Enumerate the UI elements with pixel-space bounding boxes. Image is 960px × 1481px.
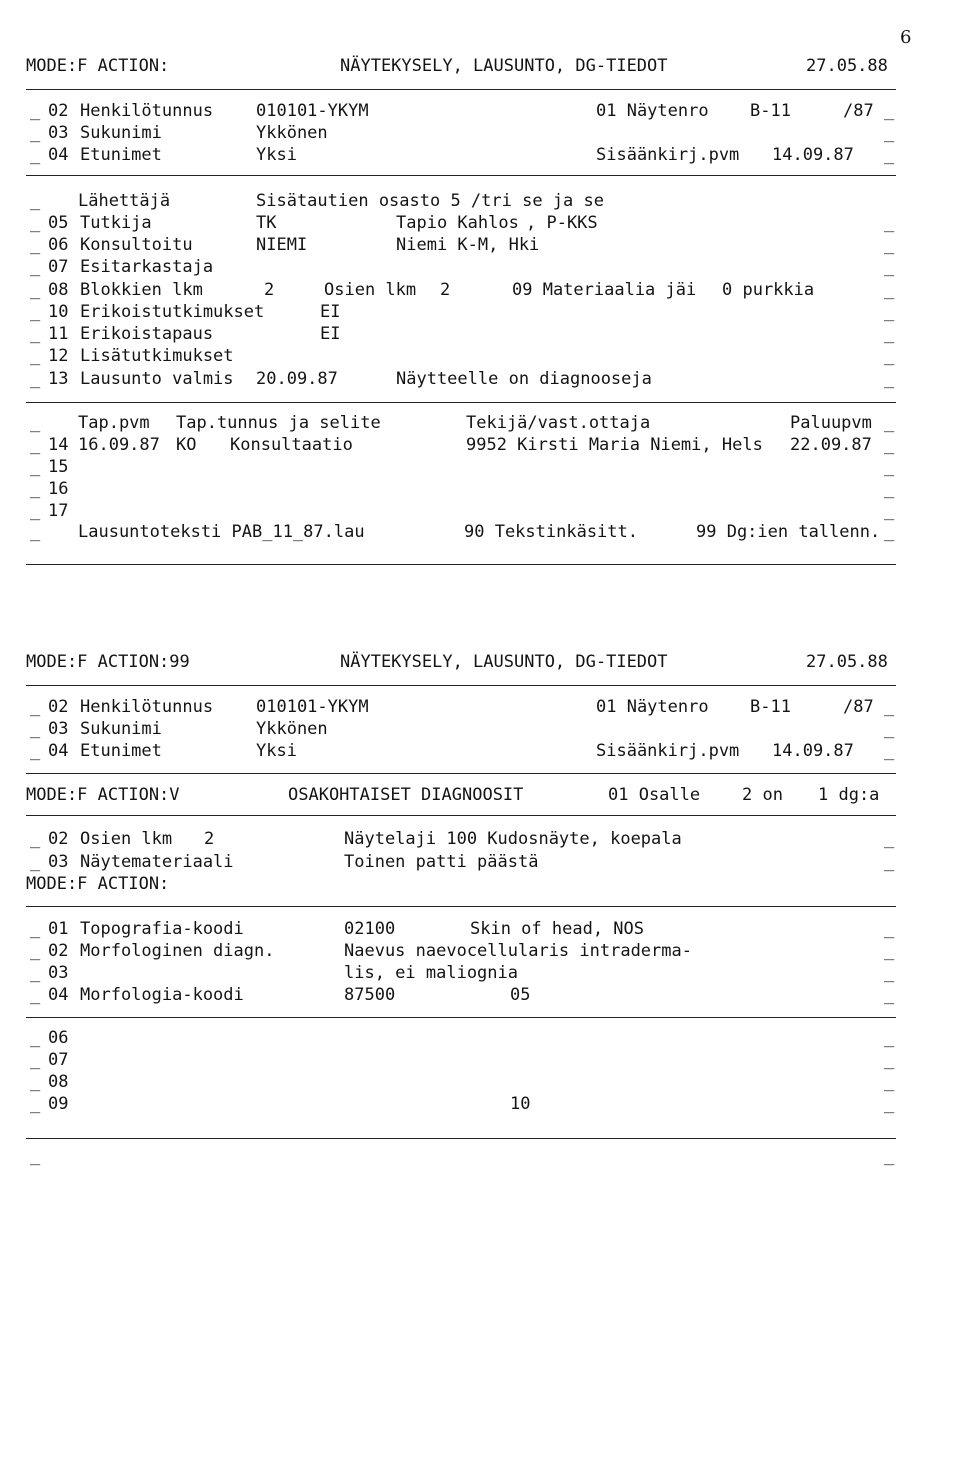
- sample-number-label: 01 Näytenro: [596, 697, 709, 717]
- morphological-diagnosis-field[interactable]: Naevus naevocellularis intraderma-: [344, 941, 692, 961]
- field-marker: _: [30, 413, 41, 433]
- diagnosis-divider: [26, 1017, 896, 1018]
- sample-material-label: Näytemateriaali: [80, 852, 234, 872]
- field-marker: _: [30, 941, 41, 961]
- first-names-field[interactable]: Yksi: [256, 741, 297, 761]
- field-marker: _: [30, 919, 41, 939]
- statement-text-file[interactable]: Lausuntoteksti PAB_11_87.lau: [78, 522, 365, 542]
- researcher-label: Tutkija: [80, 213, 152, 233]
- field-marker: _: [30, 213, 41, 233]
- sample-type-field[interactable]: Näytelaji 100 Kudosnäyte, koepala: [344, 829, 682, 849]
- field-marker: _: [884, 1028, 895, 1048]
- field-marker: _: [30, 963, 41, 983]
- field-marker: _: [884, 435, 895, 455]
- part-divider: [26, 906, 896, 907]
- field-marker: _: [30, 1146, 41, 1166]
- morphology-code-field[interactable]: 87500: [344, 985, 396, 1005]
- field-marker: _: [884, 123, 895, 143]
- field-marker: _: [30, 280, 41, 300]
- field-marker: _: [884, 1146, 895, 1166]
- morphological-diagnosis-label: Morfologinen diagn.: [80, 941, 275, 961]
- field-marker: _: [884, 963, 895, 983]
- field-10-value[interactable]: 10: [510, 1094, 531, 1114]
- sender-field[interactable]: Sisätautien osasto 5 /tri se ja se: [256, 191, 604, 211]
- field-marker: _: [884, 741, 895, 761]
- material-left-label: 09 Materiaalia jäi: [512, 280, 697, 300]
- morphological-diagnosis-continuation[interactable]: lis, ei maliognia: [344, 963, 518, 983]
- parts-count-field[interactable]: 2: [204, 829, 215, 849]
- sample-material-field[interactable]: Toinen patti päästä: [344, 852, 539, 872]
- material-left-field[interactable]: 0 purkkia: [722, 280, 815, 300]
- diagnosis-count: 1 dg:a: [818, 785, 880, 805]
- field-marker: _: [884, 719, 895, 739]
- sub-screen-title: OSAKOHTAISET DIAGNOOSIT: [288, 785, 524, 805]
- field-marker: _: [30, 191, 41, 211]
- col-header-code: Tap.tunnus ja selite: [176, 413, 381, 433]
- morphology-code-label: Morfologia-koodi: [80, 985, 244, 1005]
- field-marker: _: [30, 435, 41, 455]
- field-marker: _: [30, 501, 41, 521]
- field-marker: _: [884, 829, 895, 849]
- field-number: 10: [48, 302, 69, 322]
- field-marker: _: [884, 257, 895, 277]
- topography-code-field[interactable]: 02100: [344, 919, 396, 939]
- inner-mode-action-label[interactable]: MODE:F ACTION:: [26, 874, 170, 894]
- field-marker: _: [884, 280, 895, 300]
- field-marker: _: [884, 697, 895, 717]
- field-number: 16: [48, 479, 69, 499]
- col-header-return: Paluupvm: [790, 413, 872, 433]
- consulted-code-field[interactable]: NIEMI: [256, 235, 308, 255]
- field-marker: _: [884, 457, 895, 477]
- field-marker: _: [30, 697, 41, 717]
- field-marker: _: [884, 413, 895, 433]
- field-marker: _: [884, 145, 895, 165]
- ssn-field[interactable]: 010101-YKYM: [256, 697, 369, 717]
- surname-field[interactable]: Ykkönen: [256, 719, 328, 739]
- part-count: 2 on: [742, 785, 783, 805]
- mode-action-label[interactable]: MODE:F ACTION:: [26, 56, 170, 76]
- patient-divider: [26, 773, 896, 774]
- field-marker: _: [30, 257, 41, 277]
- field-marker: _: [30, 1094, 41, 1114]
- field-marker: _: [884, 369, 895, 389]
- field-number: 04: [48, 741, 69, 761]
- field-marker: _: [30, 829, 41, 849]
- field-marker: _: [30, 479, 41, 499]
- surname-label: Sukunimi: [80, 123, 162, 143]
- pre-examiner-label: Esitarkastaja: [80, 257, 214, 277]
- field-number: 04: [48, 985, 69, 1005]
- mode-action-label[interactable]: MODE:F ACTION:99: [26, 652, 190, 672]
- blocks-count-field[interactable]: 2: [264, 280, 275, 300]
- field-number: 02: [48, 697, 69, 717]
- field-marker: _: [884, 346, 895, 366]
- diagnoses-note: Näytteelle on diagnooseja: [396, 369, 652, 389]
- field-marker: _: [884, 985, 895, 1005]
- field-number: 01: [48, 919, 69, 939]
- screen-bottom-divider: [26, 564, 896, 565]
- topography-description: Skin of head, NOS: [470, 919, 644, 939]
- parts-count-label: Osien lkm: [80, 829, 173, 849]
- field-number: 02: [48, 829, 69, 849]
- morphology-code-extra[interactable]: 05: [510, 985, 531, 1005]
- header-divider: [26, 685, 896, 686]
- field-marker: _: [30, 101, 41, 121]
- special-case-label: Erikoistapaus: [80, 324, 214, 344]
- patient-divider: [26, 175, 896, 176]
- additional-studies-label: Lisätutkimukset: [80, 346, 234, 366]
- part-label: 01 Osalle: [608, 785, 701, 805]
- sample-number-label: 01 Näytenro: [596, 101, 709, 121]
- field-number: 08: [48, 1072, 69, 1092]
- field-number: 04: [48, 145, 69, 165]
- col-header-date: Tap.pvm: [78, 413, 150, 433]
- field-number: 12: [48, 346, 69, 366]
- field-marker: _: [884, 235, 895, 255]
- screen-bottom-divider: [26, 1138, 896, 1139]
- sender-label: Lähettäjä: [78, 191, 171, 211]
- field-number: 07: [48, 1050, 69, 1070]
- first-names-label: Etunimet: [80, 145, 162, 165]
- field-number: 02: [48, 101, 69, 121]
- field-marker: _: [884, 302, 895, 322]
- researcher-code-field[interactable]: TK: [256, 213, 277, 233]
- header-date: 27.05.88: [806, 652, 888, 672]
- field-marker: _: [30, 369, 41, 389]
- col-header-maker: Tekijä/vast.ottaja: [466, 413, 651, 433]
- field-marker: _: [884, 213, 895, 233]
- field-marker: _: [30, 123, 41, 143]
- field-marker: _: [30, 1028, 41, 1048]
- field-number: 03: [48, 852, 69, 872]
- field-marker: _: [30, 852, 41, 872]
- field-marker: _: [884, 479, 895, 499]
- field-marker: _: [30, 522, 41, 542]
- field-marker: _: [30, 457, 41, 477]
- field-number: 09: [48, 1094, 69, 1114]
- field-number: 15: [48, 457, 69, 477]
- entry-date-label: Sisäänkirj.pvm: [596, 741, 740, 761]
- first-names-field[interactable]: Yksi: [256, 145, 297, 165]
- consulted-label: Konsultoitu: [80, 235, 193, 255]
- researcher-name: Tapio Kahlos: [396, 213, 519, 233]
- field-marker: _: [30, 741, 41, 761]
- field-marker: _: [884, 919, 895, 939]
- field-marker: _: [884, 324, 895, 344]
- field-number: 14: [48, 435, 69, 455]
- entry-date-label: Sisäänkirj.pvm: [596, 145, 740, 165]
- ssn-field[interactable]: 010101-YKYM: [256, 101, 369, 121]
- special-studies-label: Erikoistutkimukset: [80, 302, 265, 322]
- field-marker: _: [30, 985, 41, 1005]
- statement-ready-field[interactable]: 20.09.87: [256, 369, 338, 389]
- field-marker: _: [30, 324, 41, 344]
- field-number: 06: [48, 1028, 69, 1048]
- field-number: 07: [48, 257, 69, 277]
- researcher-extra: , P-KKS: [526, 213, 598, 233]
- field-marker: _: [30, 1072, 41, 1092]
- field-number: 02: [48, 941, 69, 961]
- sample-number-field[interactable]: B-11: [750, 101, 791, 121]
- field-number: 05: [48, 213, 69, 233]
- field-number: 13: [48, 369, 69, 389]
- event-return-date-field[interactable]: 22.09.87: [790, 435, 872, 455]
- field-marker: _: [30, 302, 41, 322]
- screen-title: NÄYTEKYSELY, LAUSUNTO, DG-TIEDOT: [340, 652, 668, 672]
- statement-ready-label: Lausunto valmis: [80, 369, 234, 389]
- surname-field[interactable]: Ykkönen: [256, 123, 328, 143]
- sender-divider: [26, 402, 896, 403]
- field-number: 06: [48, 235, 69, 255]
- first-names-label: Etunimet: [80, 741, 162, 761]
- special-studies-field[interactable]: EI: [320, 302, 341, 322]
- surname-label: Sukunimi: [80, 719, 162, 739]
- event-maker-field[interactable]: 9952 Kirsti Maria Niemi, Hels: [466, 435, 763, 455]
- consulted-name: Niemi K-M, Hki: [396, 235, 540, 255]
- parts-count-field[interactable]: 2: [440, 280, 451, 300]
- blocks-count-label: Blokkien lkm: [80, 280, 203, 300]
- field-marker: _: [884, 1094, 895, 1114]
- ssn-label: Henkilötunnus: [80, 697, 214, 717]
- field-marker: _: [30, 235, 41, 255]
- subheader-divider: [26, 815, 896, 816]
- field-number: 17: [48, 501, 69, 521]
- field-marker: _: [884, 101, 895, 121]
- field-marker: _: [30, 346, 41, 366]
- field-number: 03: [48, 123, 69, 143]
- event-description: Konsultaatio: [230, 435, 353, 455]
- field-number: 03: [48, 719, 69, 739]
- entry-date-field[interactable]: 14.09.87: [772, 145, 854, 165]
- sample-year-field[interactable]: /87: [843, 697, 874, 717]
- sub-mode-action-label[interactable]: MODE:F ACTION:V: [26, 785, 180, 805]
- field-number: 03: [48, 963, 69, 983]
- header-divider: [26, 89, 896, 90]
- field-marker: _: [884, 1050, 895, 1070]
- entry-date-field[interactable]: 14.09.87: [772, 741, 854, 761]
- field-number: 08: [48, 280, 69, 300]
- sample-number-field[interactable]: B-11: [750, 697, 791, 717]
- ssn-label: Henkilötunnus: [80, 101, 214, 121]
- word-processing-option[interactable]: 90 Tekstinkäsitt.: [464, 522, 638, 542]
- topography-code-label: Topografia-koodi: [80, 919, 244, 939]
- field-marker: _: [884, 941, 895, 961]
- field-number: 11: [48, 324, 69, 344]
- page-number: 6: [900, 27, 912, 48]
- field-marker: _: [30, 1050, 41, 1070]
- event-code-field[interactable]: KO: [176, 435, 197, 455]
- field-marker: _: [884, 852, 895, 872]
- special-case-field[interactable]: EI: [320, 324, 341, 344]
- field-marker: _: [884, 1072, 895, 1092]
- event-date-field[interactable]: 16.09.87: [78, 435, 160, 455]
- screen-title: NÄYTEKYSELY, LAUSUNTO, DG-TIEDOT: [340, 56, 668, 76]
- sample-year-field[interactable]: /87: [843, 101, 874, 121]
- field-marker: _: [884, 501, 895, 521]
- field-marker: _: [884, 522, 895, 542]
- field-marker: _: [30, 145, 41, 165]
- header-date: 27.05.88: [806, 56, 888, 76]
- parts-count-label: Osien lkm: [324, 280, 417, 300]
- field-marker: _: [30, 719, 41, 739]
- save-diagnoses-option[interactable]: 99 Dg:ien tallenn.: [696, 522, 881, 542]
